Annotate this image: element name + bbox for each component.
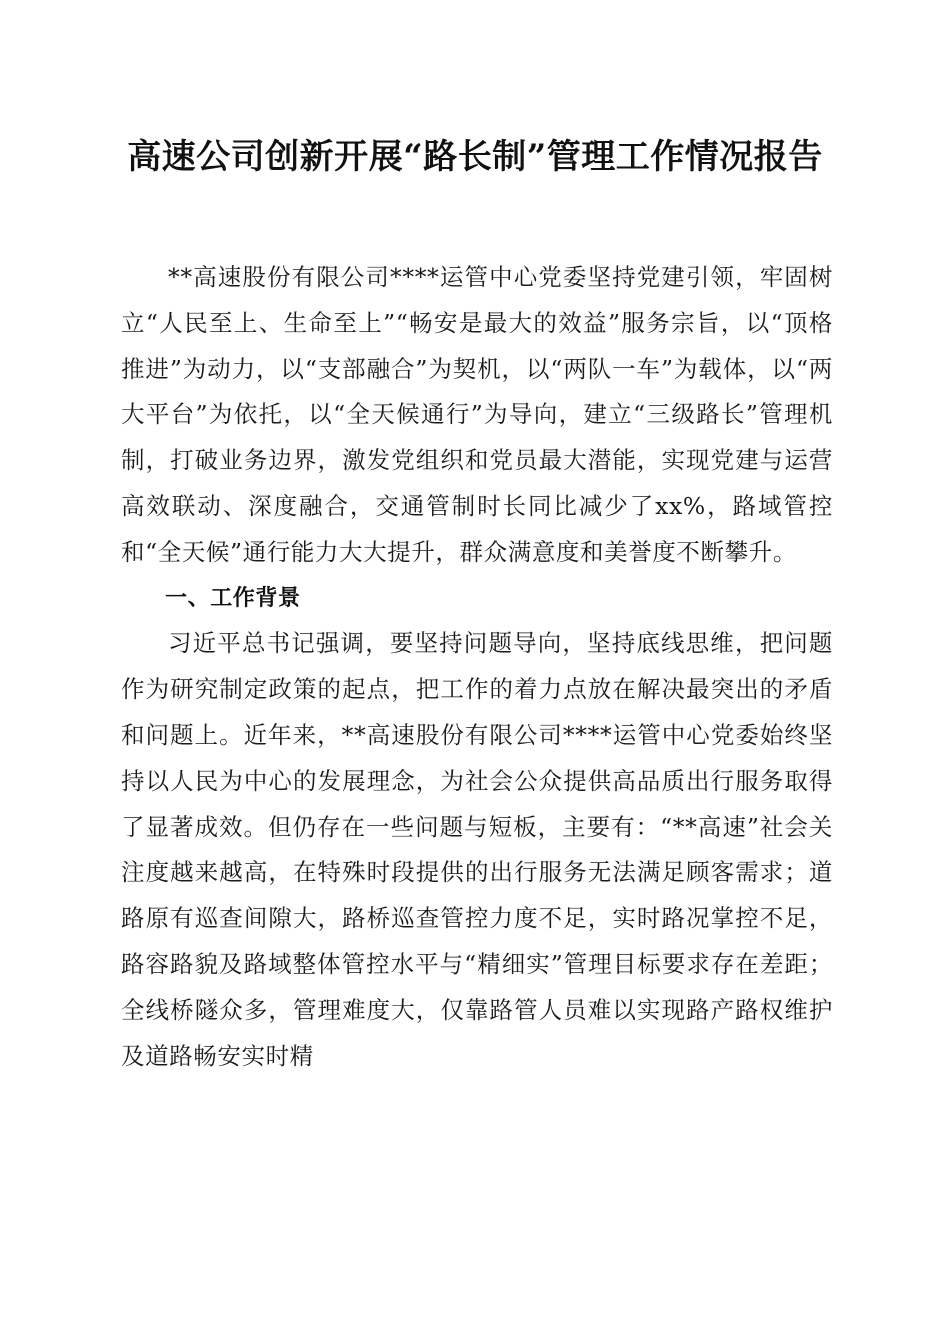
intro-paragraph: **高速股份有限公司****运管中心党委坚持党建引领，牢固树立“人民至上、生命至上”“畅安是最大的效益”服务宗旨，以“顶格推进”为动力，以“支部融合”为契机，以“两队一车”为载体，以“两大平台”为依托，以“全天候通行”为导向，建立“三级路长”管理机制，打破业务边界，激发党组织和党员最大潜能，实现党建与运营高效联动、深度融合，交通管制时长同比减少了xx%，路域管控和“全天候”通行能力大大提升，群众满意度和美誉度不断攀升。 bbox=[121, 263, 833, 566]
section-paragraph-work-background: 习近平总书记强调，要坚持问题导向，坚持底线思维，把问题作为研究制定政策的起点，把工作的着力点放在解决最突出的矛盾和问题上。近年来，**高速股份有限公司****运管中心党委始终坚持以人民为中心的发展理念，为社会公众提供高品质出行服务取得了显著成效。但仍存在一些问题与短板，主要有：“**高速”社会关注度越来越高，在特殊时段提供的出行服务无法满足顾客需求；道路原有巡查间隙大，路桥巡查管控力度不足，实时路况掌控不足，路容路貌及路域整体管控水平与“精细实”管理目标要求存在差距；全线桥隧众多，管理难度大，仅靠路管人员难以实现路产路权维护及道路畅安实时精 bbox=[121, 629, 833, 1070]
document-title: 高速公司创新开展“路长制”管理工作情况报告 bbox=[127, 137, 823, 177]
document-body bbox=[121, 255, 833, 1079]
section-heading-work-background: 一、工作背景 bbox=[165, 585, 301, 611]
